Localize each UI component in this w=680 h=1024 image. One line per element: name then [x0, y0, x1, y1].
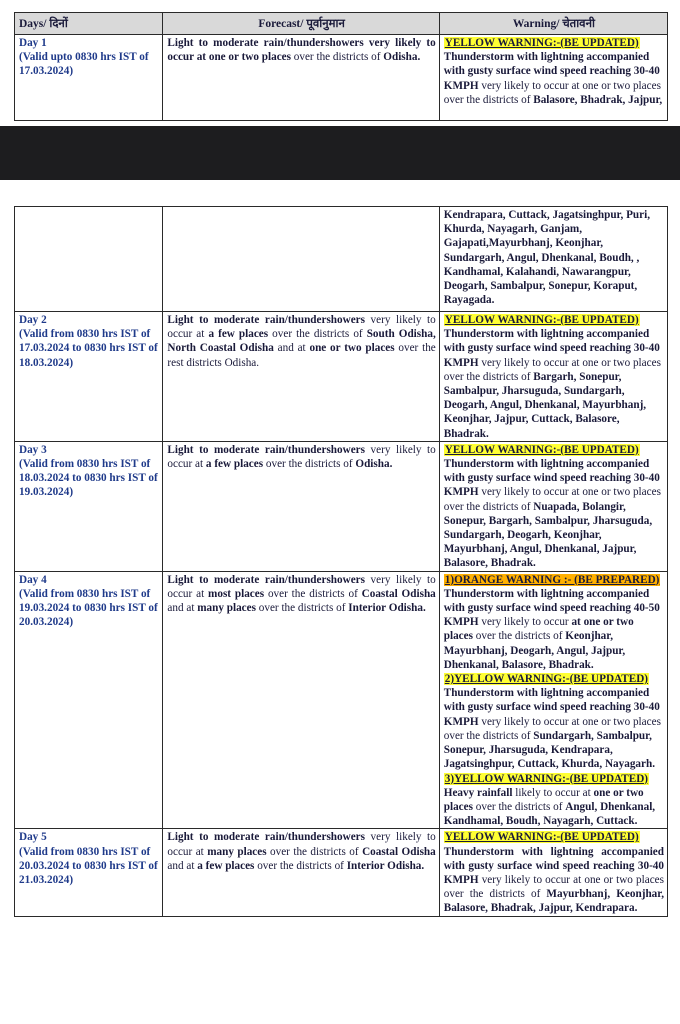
day1-cont-forecast	[163, 207, 439, 312]
day3-forecast: Light to moderate rain/thundershowers very likely to occur at a few places over the districts of Odisha.	[163, 441, 439, 571]
day5-cell	[15, 829, 163, 916]
day1-cell	[15, 35, 163, 121]
day5-warning: YELLOW WARNING:-(BE UPDATED) Thunderstorm with lightning accompanied with gusty surface wind speed reaching 30-40 KMPH very likely to occur at one or two places over the districts of Mayurbhanj, Keonjhar, Balasore, Bhadrak, Jajpur, Kendrapara.	[439, 829, 667, 916]
table-row-day3	[15, 441, 668, 571]
day4-warning: 1)ORANGE WARNING :- (BE PREPARED) Thunderstorm with lightning accompanied with gusty surface wind speed reaching 40-50 KMPH very likely to occur at one or two places over the districts of Keonjhar, Mayurbhanj, Deogarh, Angul, Jajpur, Dhenkanal, Balasore, Bhadrak. 2)YELLOW WARNING:-(BE UPDATED) Thunderstorm with lightning accompanied with gusty surface wind speed reaching 30-40 KMPH very likely to occur at one or two places over the districts of Sundargarh, Sambalpur, Sonepur, Jharsuguda, Kendrapara, Jagatsinghpur, Cuttack, Khurda, Nayagarh. 3)YELLOW WARNING:-(BE UPDATED) Heavy rainfall likely to occur at one or two places over the districts of Angul, Dhenkanal, Kandhamal, Boudh, Nayagarh, Cuttack.	[439, 571, 667, 829]
day1-validity: (Valid upto 0830 hrs IST of 17.03.2024)	[19, 51, 149, 78]
day5-title: Day 5	[19, 831, 47, 844]
day2-cell	[15, 312, 163, 442]
page-separator	[0, 126, 680, 180]
day4-validity: (Valid from 0830 hrs IST of 19.03.2024 to 0830 hrs IST of 20.03.2024)	[19, 587, 158, 629]
yellow-warning-badge: YELLOW WARNING:-(BE UPDATED)	[444, 37, 639, 49]
day1-cont-warning: Kendrapara, Cuttack, Jagatsinghpur, Puri, Khurda, Nayagarh, Ganjam, Gajapati,Mayurbhanj, Keonjhar, Sundargarh, Angul, Dhenkanal, Boudh, , Kandhamal, Kalahandi, Nawarangpur, Deogarh, Sambalpur, Sonepur, Koraput, Rayagada.	[439, 207, 667, 312]
header-warning: Warning/ चेतावनी	[439, 13, 667, 35]
forecast-table-part2	[14, 206, 668, 917]
orange-warning-badge: 1)ORANGE WARNING :- (BE PREPARED)	[444, 573, 660, 586]
day4-title: Day 4	[19, 573, 47, 586]
yellow-warning-badge: 2)YELLOW WARNING:-(BE UPDATED)	[444, 673, 649, 686]
day4-forecast: Light to moderate rain/thundershowers very likely to occur at most places over the districts of Coastal Odisha and at many places over the districts of Interior Odisha.	[163, 571, 439, 829]
day3-title: Day 3	[19, 443, 47, 456]
day5-validity: (Valid from 0830 hrs IST of 20.03.2024 to 0830 hrs IST of 21.03.2024)	[19, 845, 158, 886]
day3-warning: YELLOW WARNING:-(BE UPDATED) Thunderstorm with lightning accompanied with gusty surface wind speed reaching 30-40 KMPH very likely to occur at one or two places over the districts of Nuapada, Bolangir, Sonepur, Bargarh, Sambalpur, Jharsuguda, Sundargarh, Deogarh, Keonjhar, Mayurbhanj, Angul, Dhenkanal, Jajpur, Balasore, Bhadrak.	[439, 441, 667, 571]
day1-forecast: Light to moderate rain/thundershowers very likely to occur at one or two places over the districts of Odisha.	[163, 35, 439, 121]
day2-forecast: Light to moderate rain/thundershowers very likely to occur at a few places over the districts of South Odisha, North Coastal Odisha and at one or two places over the rest districts Odisha.	[163, 312, 439, 442]
page-bottom	[0, 180, 680, 1024]
day4-cell	[15, 571, 163, 829]
yellow-warning-badge: YELLOW WARNING:-(BE UPDATED)	[444, 831, 639, 844]
day1-cont-days	[15, 207, 163, 312]
header-days: Days/ दिनों	[15, 13, 163, 35]
table-row-day5	[15, 829, 668, 916]
yellow-warning-badge: 3)YELLOW WARNING:-(BE UPDATED)	[444, 772, 649, 785]
table-header-row	[15, 13, 668, 35]
table-row-day1-continued	[15, 207, 668, 312]
day3-cell	[15, 441, 163, 571]
forecast-table-part1	[14, 12, 668, 121]
day1-title: Day 1	[19, 37, 47, 49]
yellow-warning-badge: YELLOW WARNING:-(BE UPDATED)	[444, 443, 639, 456]
header-forecast: Forecast/ पूर्वानुमान	[163, 13, 439, 35]
table-row-day4	[15, 571, 668, 829]
day2-warning: YELLOW WARNING:-(BE UPDATED) Thunderstorm with lightning accompanied with gusty surface wind speed reaching 30-40 KMPH very likely to occur at one or two places over the districts of Bargarh, Sonepur, Sambalpur, Jharsuguda, Sundargarh, Deogarh, Angul, Dhenkanal, Mayurbhanj, Keonjhar, Jajpur, Cuttack, Balasore, Bhadrak.	[439, 312, 667, 442]
day2-title: Day 2	[19, 314, 47, 326]
yellow-warning-badge: YELLOW WARNING:-(BE UPDATED)	[444, 314, 639, 326]
day1-warning: YELLOW WARNING:-(BE UPDATED) Thunderstorm with lightning accompanied with gusty surface wind speed reaching 30-40 KMPH very likely to occur at one or two places over the districts of Balasore, Bhadrak, Jajpur,	[439, 35, 667, 121]
day5-forecast: Light to moderate rain/thundershowers very likely to occur at many places over the districts of Coastal Odisha and at a few places over the districts of Interior Odisha.	[163, 829, 439, 916]
table-row-day2	[15, 312, 668, 442]
day3-validity: (Valid from 0830 hrs IST of 18.03.2024 to 0830 hrs IST of 19.03.2024)	[19, 458, 158, 499]
day2-validity: (Valid from 0830 hrs IST of 17.03.2024 to 0830 hrs IST of 18.03.2024)	[19, 328, 158, 369]
table-row-day1	[15, 35, 668, 121]
